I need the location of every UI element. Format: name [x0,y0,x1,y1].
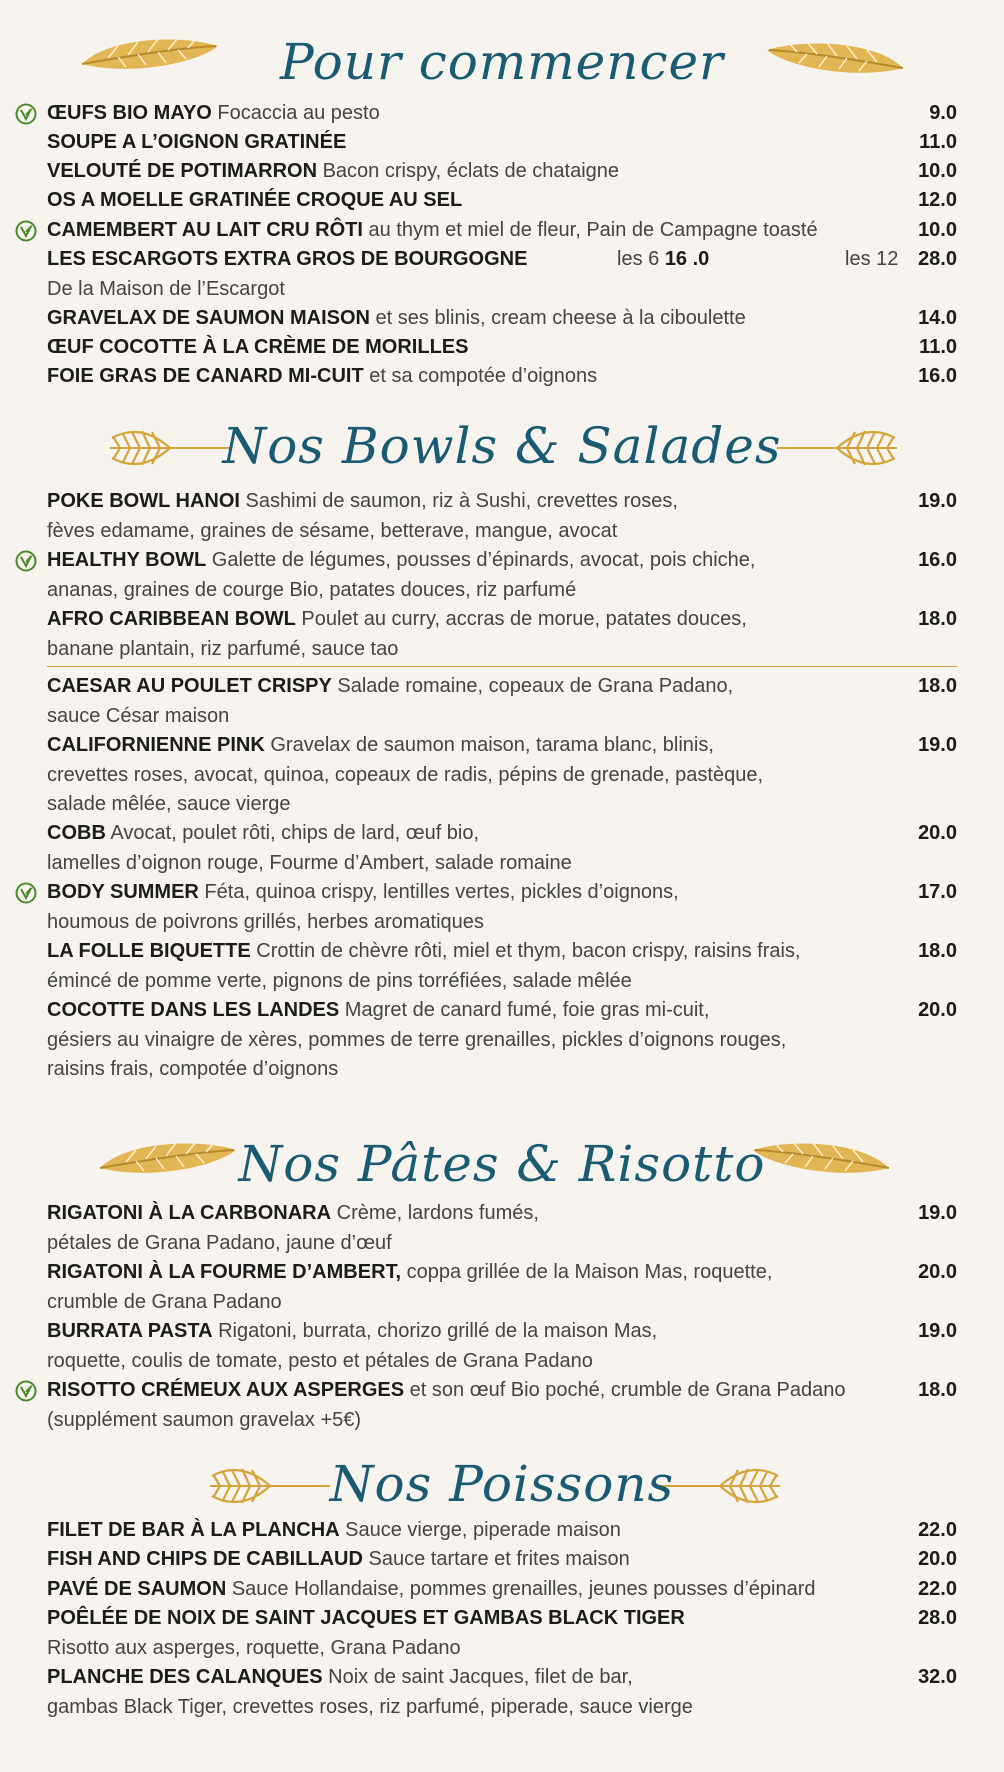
item-description: Gravelax de saumon maison, tarama blanc, blinis, [264,734,714,756]
item-description: coppa grillée de la Maison Mas, roquette, [401,1261,773,1283]
menu-item [47,1575,957,1605]
option-label: les 6 [617,248,665,270]
item-name: COCOTTE DANS LES LANDES [47,999,340,1021]
divider [47,666,957,667]
bio-leaf-icon [15,550,37,572]
bio-leaf-icon [15,220,37,242]
item-description-line: ananas, graines de courge Bio, patates douces, riz parfumé [47,578,577,601]
item-description: Sauce tartare et frites maison [362,1548,630,1570]
item-name: CAMEMBERT AU LAIT CRU RÔTI [47,219,363,241]
item-description: Crème, lardons fumés, [331,1202,539,1224]
item-price: 28.0 [918,248,957,270]
item-description: Focaccia au pesto [211,102,380,124]
item-description-line: émincé de pomme verte, pignons de pins torréfiées, salade mêlée [47,969,632,992]
item-description: Bacon crispy, éclats de chataigne [317,160,620,182]
menu-item [47,1545,957,1575]
option-small [617,245,709,275]
item-price: 14.0 [918,307,957,329]
section-title-pasta-risotto: Nos Pâtes & Risotto [238,1135,766,1193]
option-label: les 12 [845,248,899,270]
item-name: LA FOLLE BIQUETTE [47,940,251,962]
item-description-line: crumble de Grana Padano [47,1290,282,1313]
item-name: ŒUFS BIO MAYO [47,102,212,124]
item-description: Sauce Hollandaise, pommes grenailles, jeunes pousses d’épinard [226,1578,816,1600]
item-price: 18.0 [918,1379,957,1401]
menu-item [47,546,957,605]
item-price: 17.0 [918,881,957,903]
menu-item [47,731,957,820]
item-price: 19.0 [918,734,957,756]
item-price: 22.0 [918,1578,957,1600]
item-price: 28.0 [918,1607,957,1629]
item-price: 18.0 [918,608,957,630]
option-price: 16 .0 [664,248,710,270]
item-description: et son œuf Bio poché, crumble de Grana Padano [404,1379,846,1401]
item-price: 32.0 [918,1666,957,1688]
item-name: LES ESCARGOTS EXTRA GROS DE BOURGOGNE [47,248,528,270]
item-name: RISOTTO CRÉMEUX AUX ASPERGES [47,1379,405,1401]
item-price: 10.0 [918,219,957,241]
item-description: Salade romaine, copeaux de Grana Padano, [331,675,734,697]
item-description-line: sauce César maison [47,704,230,727]
item-description: et ses blinis, cream cheese à la ciboulette [369,307,746,329]
menu-item [47,186,957,216]
menu-item [47,487,957,546]
item-price: 20.0 [918,1261,957,1283]
item-name: POKE BOWL HANOI [47,490,240,512]
item-description-line: banane plantain, riz parfumé, sauce tao [47,637,399,660]
item-description: Sauce vierge, piperade maison [339,1519,621,1541]
section-title-bowls-salads: Nos Bowls & Salades [222,417,782,475]
item-price: 20.0 [918,1548,957,1570]
item-description: Galette de légumes, pousses d’épinards, avocat, pois chiche, [206,549,756,571]
item-description: Avocat, poulet rôti, chips de lard, œuf bio, [105,822,480,844]
section-title-starters: Pour commencer [280,33,724,91]
item-price: 20.0 [918,999,957,1021]
item-price: 16.0 [918,365,957,387]
item-price: 20.0 [918,822,957,844]
item-description-line: (supplément saumon gravelax +5€) [47,1408,362,1431]
item-description: Noix de saint Jacques, filet de bar, [322,1666,633,1688]
menu-item [47,362,957,392]
bio-leaf-icon [15,882,37,904]
item-name: VELOUTÉ DE POTIMARRON [47,160,318,182]
item-description-line: Risotto aux asperges, roquette, Grana Padano [47,1636,461,1659]
menu-item [47,605,957,664]
item-description: au thym et miel de fleur, Pain de Campagne toasté [362,219,818,241]
item-description: Poulet au curry, accras de morue, patates douces, [295,608,747,630]
menu-item [47,672,957,731]
item-price: 10.0 [918,160,957,182]
item-name: PAVÉ DE SAUMON [47,1578,227,1600]
item-price: 19.0 [918,1320,957,1342]
item-description-line: gésiers au vinaigre de xères, pommes de terre grenailles, pickles d’oignons rouges, [47,1028,787,1051]
menu-item [47,1199,957,1258]
item-name: COBB [47,822,106,844]
item-name: HEALTHY BOWL [47,549,207,571]
menu-item [47,996,957,1085]
item-price: 11.0 [919,131,957,153]
item-price: 19.0 [918,1202,957,1224]
menu-item [47,99,957,129]
item-description: Magret de canard fumé, foie gras mi-cuit, [339,999,710,1021]
item-description: et sa compotée d’oignons [363,365,598,387]
item-name: PLANCHE DES CALANQUES [47,1666,323,1688]
section-title-fish: Nos Poissons [329,1455,675,1513]
item-name: FOIE GRAS DE CANARD MI-CUIT [47,365,364,387]
item-description-line: roquette, coulis de tomate, pesto et pétales de Grana Padano [47,1349,593,1372]
item-description-line: salade mêlée, sauce vierge [47,793,291,815]
item-price: 19.0 [918,490,957,512]
menu-item [47,1258,957,1317]
item-name: GRAVELAX DE SAUMON MAISON [47,307,370,329]
item-description-line: fèves edamame, graines de sésame, betterave, mangue, avocat [47,519,618,542]
menu-item [47,937,957,996]
item-price: 16.0 [918,549,957,571]
item-price: 11.0 [919,336,957,358]
item-name: BURRATA PASTA [47,1320,213,1342]
item-price: 18.0 [918,940,957,962]
item-price: 12.0 [918,189,957,211]
item-name: OS A MOELLE GRATINÉE CROQUE AU SEL [47,189,463,211]
menu-item [47,1376,957,1435]
item-description-line: raisins frais, compotée d’oignons [47,1058,339,1080]
item-name: FILET DE BAR À LA PLANCHA [47,1519,340,1541]
item-name: POÊLÉE DE NOIX DE SAINT JACQUES ET GAMBAS BLACK TIGER [47,1607,685,1629]
item-price: 9.0 [929,102,957,124]
item-name: ŒUF COCOTTE À LA CRÈME DE MORILLES [47,336,469,358]
menu-item [47,304,957,334]
item-description: Rigatoni, burrata, chorizo grillé de la maison Mas, [212,1320,658,1342]
menu-item [47,1317,957,1376]
menu-item [47,819,957,878]
menu-item [47,157,957,187]
item-description-line: crevettes roses, avocat, quinoa, copeaux de radis, pépins de grenade, pastèque, [47,763,764,786]
menu-item [47,216,957,246]
item-price: 18.0 [918,675,957,697]
menu-item [47,1604,957,1663]
menu-item [47,128,957,158]
menu-item [47,1663,957,1722]
item-name: CALIFORNIENNE PINK [47,734,265,756]
item-description-line: De la Maison de l’Escargot [47,277,285,300]
item-description: Sashimi de saumon, riz à Sushi, crevettes roses, [239,490,678,512]
item-description-line: gambas Black Tiger, crevettes roses, riz parfumé, piperade, sauce vierge [47,1695,693,1718]
menu-item [47,333,957,363]
item-name: RIGATONI À LA CARBONARA [47,1202,332,1224]
menu-item [47,878,957,937]
item-name: SOUPE A L’OIGNON GRATINÉE [47,131,347,153]
item-name: FISH AND CHIPS DE CABILLAUD [47,1548,363,1570]
item-description-line: lamelles d’oignon rouge, Fourme d’Ambert, salade romaine [47,851,572,874]
menu-item [47,1516,957,1546]
item-name: AFRO CARIBBEAN BOWL [47,608,296,630]
item-description: Féta, quinoa crispy, lentilles vertes, pickles d’oignons, [198,881,679,903]
bio-leaf-icon [15,1380,37,1402]
item-name: BODY SUMMER [47,881,199,903]
item-price: 22.0 [918,1519,957,1541]
item-name: CAESAR AU POULET CRISPY [47,675,332,697]
menu-item [47,245,957,304]
bio-leaf-icon [15,103,37,125]
item-description-line: pétales de Grana Padano, jaune d’œuf [47,1231,392,1254]
item-description: Crottin de chèvre rôti, miel et thym, bacon crispy, raisins frais, [250,940,801,962]
item-description-line: houmous de poivrons grillés, herbes aromatiques [47,910,484,933]
item-name: RIGATONI À LA FOURME D’AMBERT, [47,1261,402,1283]
